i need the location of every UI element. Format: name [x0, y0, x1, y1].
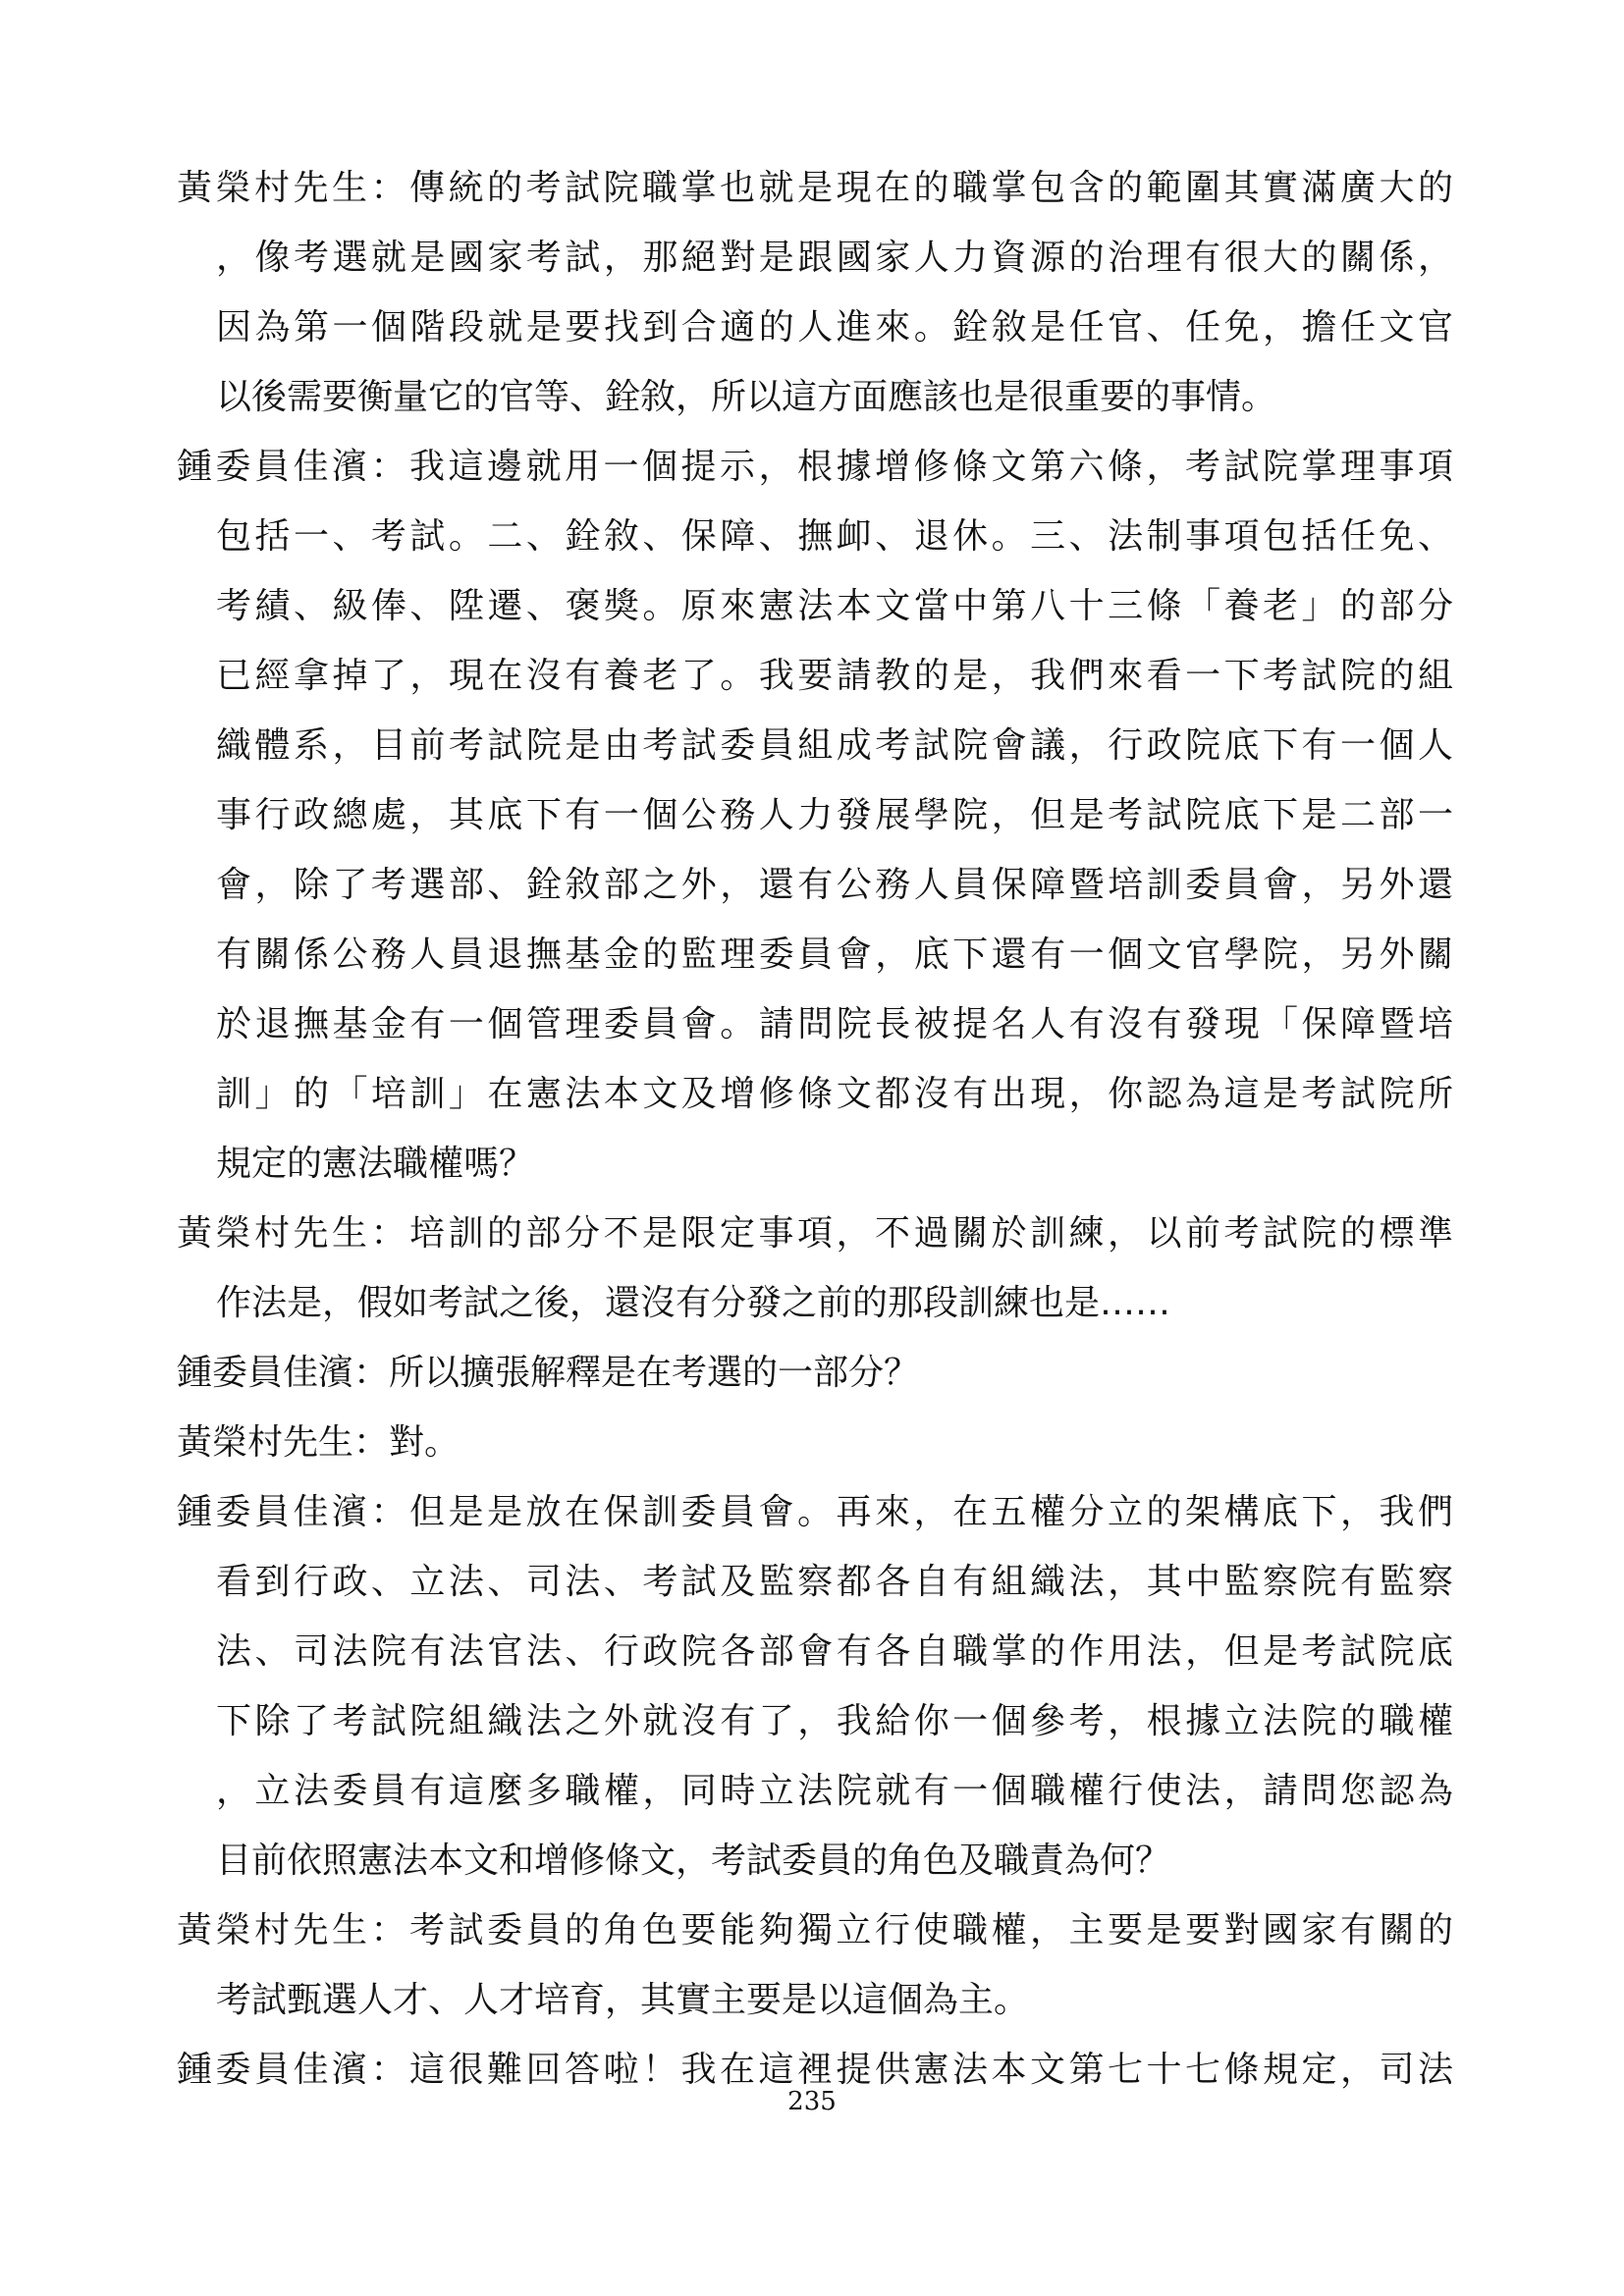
text-line: 鍾委員佳濱：我這邊就用一個提示，根據增修條文第六條，考試院掌理事項 — [177, 447, 1453, 487]
speech-paragraph — [177, 1896, 1453, 2035]
text-line: 黃榮村先生：傳統的考試院職掌也就是現在的職掌包含的範圍其實滿廣大的 — [177, 168, 1453, 208]
speech-paragraph — [177, 1408, 1453, 1477]
text-line: 黃榮村先生：考試委員的角色要能夠獨立行使職權，主要是要對國家有關的 — [177, 1910, 1453, 1950]
transcript-body — [177, 153, 1453, 2105]
text-line: 鍾委員佳濱：但是是放在保訓委員會。再來，在五權分立的架構底下，我們 — [177, 1492, 1453, 1532]
text-line: 法、司法院有法官法、行政院各部會有各自職掌的作用法，但是考試院底 — [216, 1631, 1453, 1672]
text-line: 於退撫基金有一個管理委員會。請問院長被提名人有沒有發現「保障暨培 — [216, 1004, 1453, 1044]
speech-paragraph — [177, 1199, 1453, 1338]
text-line: 事行政總處，其底下有一個公務人力發展學院，但是考試院底下是二部一 — [216, 795, 1453, 835]
text-line: 鍾委員佳濱：所以擴張解釋是在考選的一部分？ — [177, 1353, 920, 1393]
speech-paragraph — [177, 432, 1453, 1199]
text-line: 黃榮村先生：對。 — [177, 1422, 460, 1463]
text-line: 已經拿掉了，現在沒有養老了。我要請教的是，我們來看一下考試院的組 — [216, 656, 1453, 696]
text-line: 織體系，目前考試院是由考試委員組成考試院會議，行政院底下有一個人 — [216, 725, 1453, 766]
speech-paragraph — [177, 153, 1453, 432]
speech-paragraph — [177, 1338, 1453, 1408]
text-line: 考試甄選人才、人才培育，其實主要是以這個為主。 — [216, 1980, 1030, 2020]
text-line: 包括一、考試。二、銓敘、保障、撫卹、退休。三、法制事項包括任免、 — [216, 516, 1453, 557]
text-line: 看到行政、立法、司法、考試及監察都各自有組織法，其中監察院有監察 — [216, 1562, 1453, 1602]
text-line: 考績、級俸、陞遷、褒獎。原來憲法本文當中第八十三條「養老」的部分 — [216, 586, 1453, 626]
text-line: 因為第一個階段就是要找到合適的人進來。銓敘是任官、任免，擔任文官 — [216, 307, 1453, 347]
text-line: 有關係公務人員退撫基金的監理委員會，底下還有一個文官學院，另外關 — [216, 934, 1453, 975]
text-line: 鍾委員佳濱：這很難回答啦！我在這裡提供憲法本文第七十七條規定，司法 — [177, 2050, 1453, 2090]
text-line: 訓」的「培訓」在憲法本文及增修條文都沒有出現，你認為這是考試院所 — [216, 1074, 1453, 1114]
text-line: 規定的憲法職權嗎？ — [216, 1144, 535, 1184]
text-line: 以後需要衡量它的官等、銓敘，所以這方面應該也是很重要的事情。 — [216, 377, 1277, 417]
text-line: 會，除了考選部、銓敘部之外，還有公務人員保障暨培訓委員會，另外還 — [216, 865, 1453, 905]
speech-paragraph — [177, 1477, 1453, 1896]
text-line: 黃榮村先生：培訓的部分不是限定事項，不過關於訓練，以前考試院的標準 — [177, 1213, 1453, 1254]
text-line: ，像考選就是國家考試，那絕對是跟國家人力資源的治理有很大的關係， — [216, 238, 1453, 278]
page-number: 235 — [787, 2087, 837, 2116]
text-line: 下除了考試院組織法之外就沒有了，我給你一個參考，根據立法院的職權 — [216, 1701, 1453, 1741]
text-line: 作法是，假如考試之後，還沒有分發之前的那段訓練也是…… — [216, 1283, 1171, 1323]
text-line: ，立法委員有這麼多職權，同時立法院就有一個職權行使法，請問您認為 — [216, 1771, 1453, 1811]
text-line: 目前依照憲法本文和增修條文，考試委員的角色及職責為何？ — [216, 1841, 1171, 1881]
